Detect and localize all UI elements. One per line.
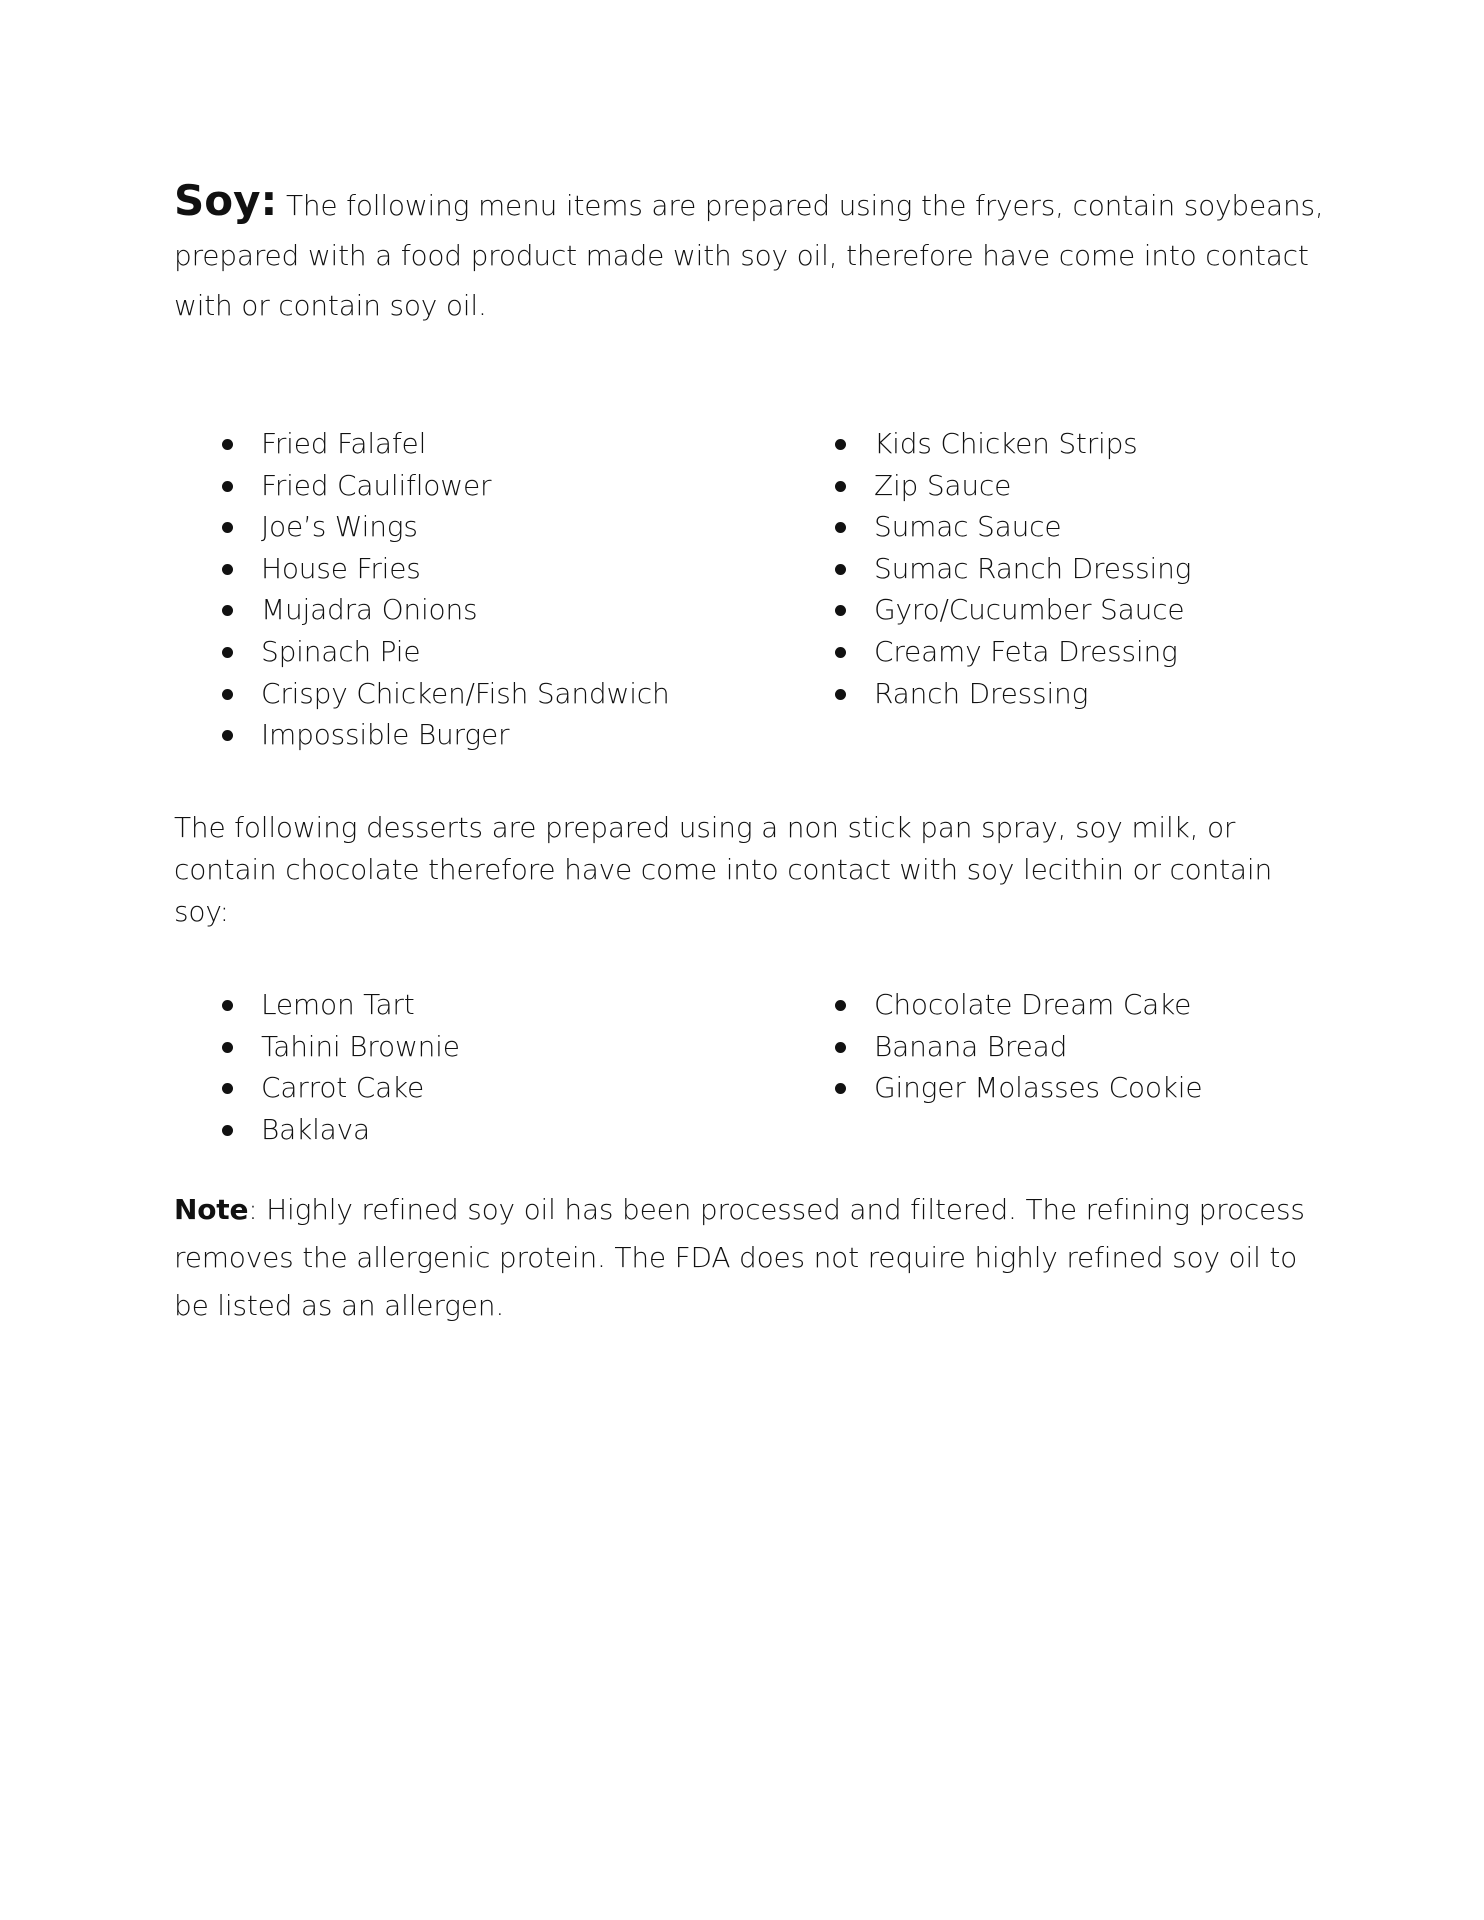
list-item	[174, 631, 670, 673]
note-paragraph	[174, 1186, 1324, 1330]
desserts-right-list	[787, 984, 1202, 1109]
list-item-text: Joe’s Wings	[261, 510, 418, 544]
list-item	[174, 714, 670, 756]
bullet-icon	[222, 1083, 233, 1094]
list-item	[787, 423, 1191, 465]
section-title: Soy:	[174, 176, 278, 225]
list-item-text: Chocolate Dream Cake	[874, 988, 1192, 1021]
bullet-icon	[222, 481, 233, 492]
list-item	[174, 548, 670, 590]
soy-intro-paragraph	[174, 176, 1324, 331]
list-item	[787, 465, 1191, 507]
list-item-text: Sumac Ranch Dressing	[874, 551, 1192, 585]
bullet-icon	[222, 689, 233, 700]
list-item-text: Gyro/Cucumber Sauce	[874, 593, 1185, 627]
bullet-icon	[222, 1000, 233, 1011]
list-item-text: Sumac Sauce	[874, 510, 1062, 544]
bullet-icon	[835, 564, 846, 575]
list-item	[174, 984, 460, 1026]
list-item	[174, 589, 670, 631]
bullet-icon	[222, 522, 233, 533]
list-item-text: Carrot Cake	[261, 1071, 425, 1105]
list-item	[787, 984, 1202, 1026]
list-item-text: Ranch Dressing	[874, 676, 1089, 710]
list-item-text: Lemon Tart	[261, 988, 415, 1021]
bullet-icon	[835, 1083, 846, 1094]
note-label: Note	[174, 1193, 249, 1226]
list-item-text: Creamy Feta Dressing	[874, 634, 1178, 668]
intro-text: The following menu items are prepared using the fryers, contain soybeans, prepared with a food product made with soy oil, therefore have come into contact with or contain soy oil.	[174, 189, 1324, 322]
bullet-icon	[835, 689, 846, 700]
list-item	[174, 1109, 460, 1151]
bullet-icon	[835, 605, 846, 616]
list-item-text: Banana Bread	[874, 1029, 1068, 1063]
list-item	[787, 548, 1191, 590]
note-text: : Highly refined soy oil has been processed and filtered. The refining process removes the allergenic protein. The FDA does not require highly refined soy oil to be listed as an allergen.	[174, 1193, 1305, 1322]
list-item-text: Ginger Molasses Cookie	[874, 1071, 1203, 1105]
list-item-text: Tahini Brownie	[261, 1029, 460, 1063]
list-item-text: Fried Falafel	[261, 427, 427, 460]
bullet-icon	[222, 439, 233, 450]
desserts-intro-paragraph: The following desserts are prepared using a non stick pan spray, soy milk, or contain chocolate therefore have come into contact with soy lecithin or contain soy:	[174, 811, 1273, 928]
list-item	[174, 1026, 460, 1068]
bullet-icon	[222, 564, 233, 575]
bullet-icon	[222, 647, 233, 658]
list-item-text: Fried Cauliflower	[261, 468, 492, 502]
list-item-text: Mujadra Onions	[261, 593, 478, 627]
bullet-icon	[835, 522, 846, 533]
list-item	[787, 1026, 1202, 1068]
list-item	[787, 506, 1191, 548]
list-item	[787, 589, 1191, 631]
list-item-text: Kids Chicken Strips	[874, 427, 1138, 460]
list-item	[174, 423, 670, 465]
list-item	[174, 1067, 460, 1109]
list-item-text: Crispy Chicken/Fish Sandwich	[261, 676, 670, 710]
bullet-icon	[222, 1042, 233, 1053]
list-item-text: Zip Sauce	[874, 468, 1012, 502]
list-item-text: House Fries	[261, 551, 421, 585]
menu-items-left-list	[174, 423, 670, 756]
bullet-icon	[835, 1000, 846, 1011]
list-item	[174, 673, 670, 715]
list-item	[174, 506, 670, 548]
menu-items-right-list	[787, 423, 1191, 714]
bullet-icon	[835, 481, 846, 492]
bullet-icon	[835, 647, 846, 658]
list-item-text: Spinach Pie	[261, 634, 421, 668]
bullet-icon	[835, 1042, 846, 1053]
list-item	[174, 465, 670, 507]
desserts-left-list	[174, 984, 460, 1150]
list-item	[787, 673, 1191, 715]
list-item	[787, 631, 1191, 673]
list-item	[787, 1067, 1202, 1109]
list-item-text: Baklava	[261, 1112, 370, 1146]
list-item-text: Impossible Burger	[261, 718, 510, 752]
bullet-icon	[835, 439, 846, 450]
bullet-icon	[222, 605, 233, 616]
bullet-icon	[222, 730, 233, 741]
bullet-icon	[222, 1125, 233, 1136]
